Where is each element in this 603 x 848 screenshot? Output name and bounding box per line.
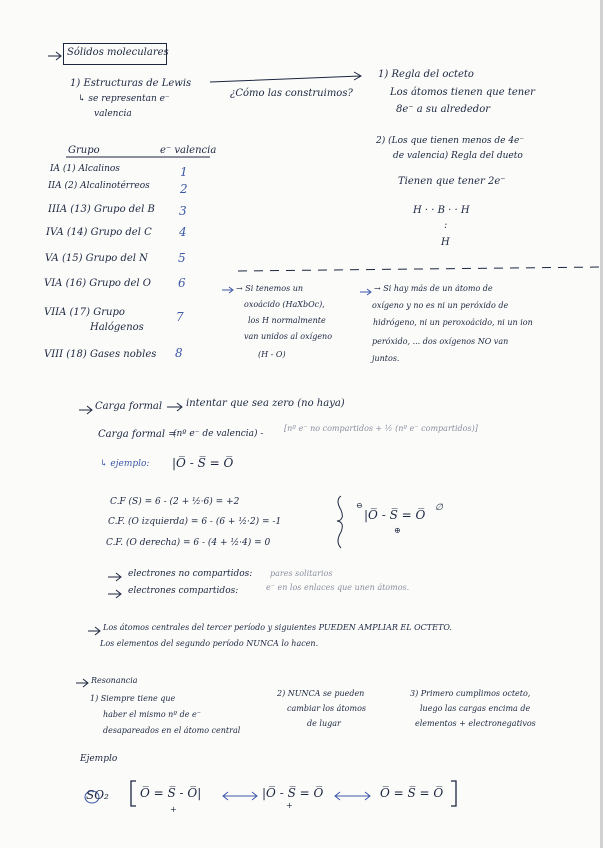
table-row-group: VIII (18) Gases nobles	[44, 349, 157, 360]
resonance-title: Resonancia	[91, 676, 138, 685]
lewis-subitem: valencia	[94, 109, 132, 119]
arrow-icon	[48, 52, 61, 60]
electron-note-detail: e⁻ en los enlaces que unen átomos.	[266, 583, 410, 592]
arrow-icon	[167, 403, 182, 411]
resonance-structure: |O̅ - S̅ = O̅	[262, 786, 324, 800]
octet-rule-text: Los átomos tienen que tener	[390, 87, 535, 98]
arrow-icon	[108, 590, 121, 598]
resonance-point: de lugar	[307, 719, 341, 728]
table-row-group: IVA (14) Grupo del C	[46, 227, 152, 238]
formal-charge-eq: (nº e⁻ de valencia) -	[173, 429, 264, 439]
formal-charge-label: Carga formal =	[98, 429, 177, 440]
question-text: ¿Cómo las construimos?	[230, 88, 353, 99]
duet-rule-title-cont: de valencia) Regla del dueto	[393, 151, 523, 161]
formal-charge-goal: intentar que sea zero (no haya)	[186, 398, 345, 409]
oxoacid-note: → Si tenemos un	[236, 284, 304, 293]
arrow-icon	[210, 72, 361, 82]
structure-dots: :	[444, 220, 448, 231]
period-note: Los elementos del segundo período NUNCA lo hacen.	[100, 639, 319, 648]
table-row-valence: 1	[180, 165, 188, 179]
oxygen-note: → Si hay más de un átomo de	[374, 284, 493, 293]
arrow-icon	[79, 406, 92, 414]
lewis-item: 1) Estructuras de Lewis	[70, 78, 192, 89]
calc-line: C.F. (O izquierda) = 6 - (6 + ½·2) = -1	[108, 517, 282, 527]
charge-symbol: +	[170, 805, 177, 814]
oxygen-note: hidrógeno, ni un peroxoácido, ni un ion	[373, 318, 533, 327]
resonance-point: elementos + electronegativos	[415, 719, 536, 728]
charge-symbol: ⊖	[356, 501, 363, 510]
calc-line: C.F. (O derecha) = 6 - (4 + ½·4) = 0	[106, 538, 271, 548]
resonance-structure: O̅ = S̅ = O̅	[380, 786, 444, 800]
electron-note: electrones no compartidos:	[128, 569, 253, 579]
calc-line: C.F (S) = 6 - (2 + ½·6) = +2	[110, 497, 240, 507]
formal-charge-eq-rest: [nº e⁻ no compartidos + ½ (nº e⁻ compartidos)]	[284, 424, 478, 433]
table-row-valence: 7	[176, 310, 184, 324]
oxoacid-note: (H - O)	[258, 350, 286, 359]
charge-symbol: ∅	[435, 503, 443, 513]
octet-rule-text: 8e⁻ a su alrededor	[396, 104, 491, 115]
resonance-point: 3) Primero cumplimos octeto,	[410, 689, 531, 698]
oxygen-note: peróxido, ... dos oxígenos NO van	[372, 337, 509, 346]
resonance-point: luego las cargas encima de	[420, 704, 531, 713]
table-row-group-cont: Halógenos	[90, 322, 144, 333]
table-row-group: VIIA (17) Grupo	[44, 307, 125, 318]
example-label: ↳ ejemplo:	[100, 459, 150, 469]
table-row-group: IIIA (13) Grupo del B	[48, 204, 155, 215]
resonance-point: cambiar los átomos	[287, 704, 366, 713]
table-row-valence: 4	[179, 225, 187, 239]
table-row-valence: 6	[178, 276, 186, 290]
molecule-label: SO₂	[86, 788, 109, 802]
arrow-icon	[88, 627, 100, 635]
electron-note-detail: pares solitarios	[270, 569, 333, 578]
period-note: Los átomos centrales del tercer período y siguientes PUEDEN AMPLIAR EL OCTETO.	[103, 623, 452, 632]
table-header-valence: e⁻ valencia	[160, 145, 217, 156]
resonance-structure: O̅ = S̅ - O̅|	[140, 786, 202, 800]
section-heading: Sólidos moleculares	[67, 47, 169, 58]
arrow-icon	[76, 679, 88, 687]
table-row-valence: 8	[175, 346, 183, 360]
resonance-point: 2) NUNCA se pueden	[277, 689, 365, 698]
oxoacid-note: van unidos al oxígeno	[244, 332, 333, 341]
duet-rule-text: Tienen que tener 2e⁻	[398, 176, 506, 187]
oxoacid-note: oxoácido (HaXbOc),	[244, 300, 325, 309]
example-heading: Ejemplo	[80, 754, 118, 764]
oxygen-note: oxígeno y no es ni un peróxido de	[372, 301, 509, 310]
table-row-group: VIA (16) Grupo del O	[44, 278, 151, 289]
oxoacid-note: los H normalmente	[248, 316, 326, 325]
arrow-icon	[108, 573, 121, 581]
charge-symbol: +	[286, 801, 293, 810]
resonance-point: desapareados en el átomo central	[103, 726, 241, 735]
example-structure: |O̅ - S̅ = O̅	[172, 456, 234, 470]
lewis-subitem: ↳ se representan e⁻	[78, 94, 170, 104]
octet-rule-title: 1) Regla del octeto	[378, 69, 474, 80]
table-row-valence: 2	[180, 182, 188, 196]
result-structure: |O̅ - S̅ = O̅	[364, 508, 426, 522]
table-row-group: IA (1) Alcalinos	[50, 164, 120, 174]
table-header-group: Grupo	[68, 145, 100, 156]
electron-note: electrones compartidos:	[128, 586, 239, 596]
table-row-group: IIA (2) Alcalinotérreos	[48, 181, 150, 191]
duet-rule-title: 2) (Los que tienen menos de 4e⁻	[376, 136, 525, 146]
resonance-point: haber el mismo nº de e⁻	[103, 710, 201, 719]
resonance-point: 1) Siempre tiene que	[90, 694, 176, 703]
charge-symbol: ⊕	[394, 526, 401, 535]
table-row-valence: 3	[179, 204, 187, 218]
formal-charge-title: Carga formal	[95, 401, 163, 412]
structure-hbh: H · · B · · H	[413, 205, 470, 216]
table-row-valence: 5	[178, 251, 186, 265]
oxygen-note: juntos.	[372, 354, 400, 363]
table-row-group: VA (15) Grupo del N	[45, 253, 148, 264]
structure-h: H	[441, 237, 450, 248]
